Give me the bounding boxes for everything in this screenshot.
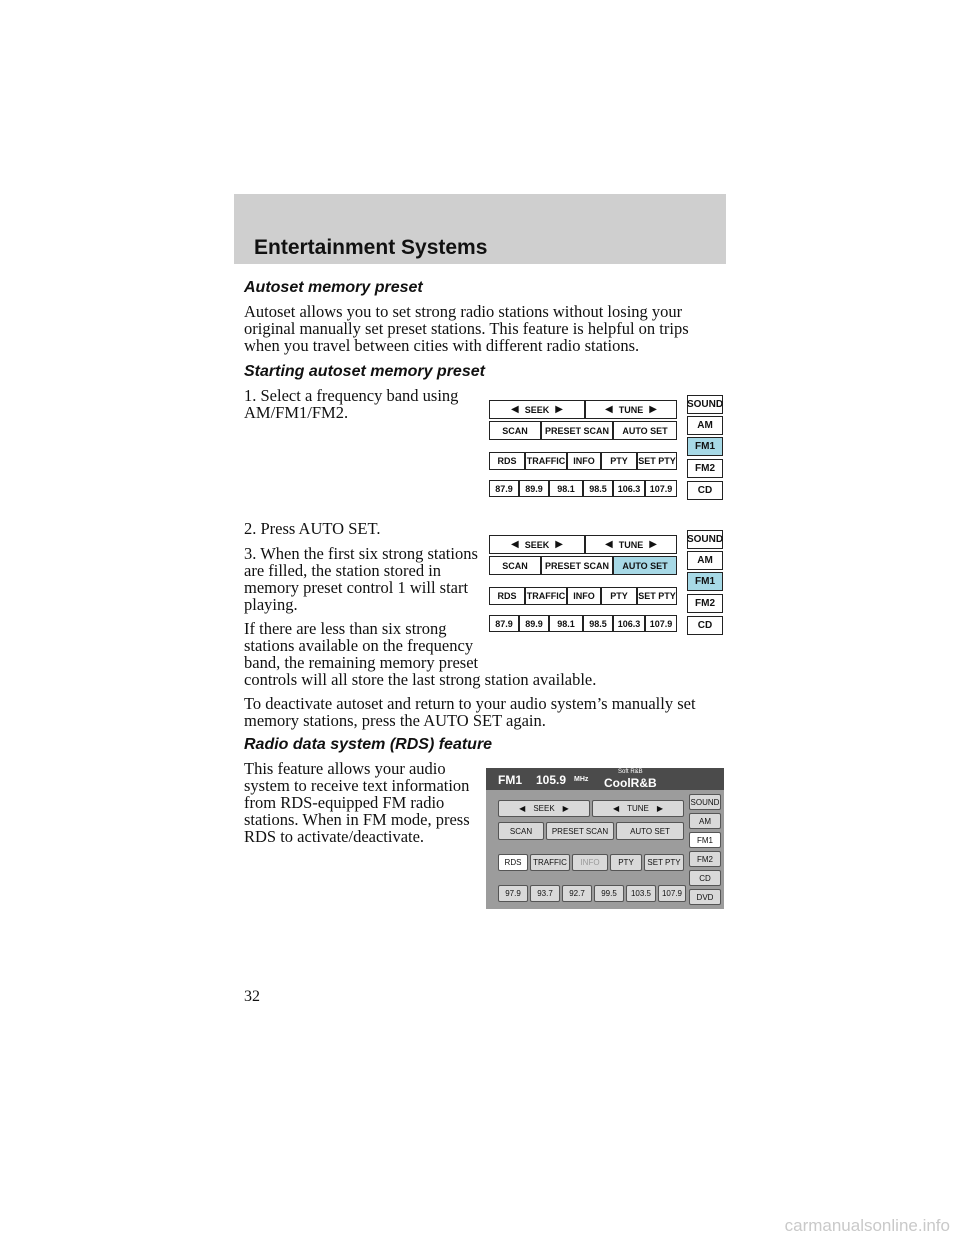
info-button[interactable]: INFO <box>567 452 601 470</box>
sound-button[interactable]: SOUND <box>687 530 723 549</box>
preset-2-button[interactable]: 93.7 <box>530 885 560 902</box>
cd-button[interactable]: CD <box>687 481 723 500</box>
step1-line-1: 1. Select a frequency band using <box>244 386 459 405</box>
tune-button[interactable]: ◀ TUNE ▶ <box>585 535 677 554</box>
fm1-button[interactable]: FM1 <box>689 832 721 848</box>
info-button[interactable]: INFO <box>572 854 608 871</box>
rds-line-4: stations. When in FM mode, press <box>244 810 470 829</box>
set-pty-button[interactable]: SET PTY <box>637 452 677 470</box>
fewer-line-1: If there are less than six strong <box>244 619 447 638</box>
preset-scan-button[interactable]: PRESET SCAN <box>541 556 613 575</box>
preset-3-button[interactable]: 98.1 <box>549 615 583 632</box>
step1-line-2: AM/FM1/FM2. <box>244 403 349 422</box>
scan-button[interactable]: SCAN <box>489 556 541 575</box>
radio-panel-diagram-1 <box>489 400 725 500</box>
am-button[interactable]: AM <box>689 813 721 829</box>
traffic-button[interactable]: TRAFFIC <box>530 854 570 871</box>
step2-text: 2. Press AUTO SET. <box>244 519 381 538</box>
scan-button[interactable]: SCAN <box>498 822 544 840</box>
preset-1-button[interactable]: 97.9 <box>498 885 528 902</box>
section-title: Entertainment Systems <box>254 236 488 259</box>
preset-2-button[interactable]: 89.9 <box>519 480 549 497</box>
rds-button[interactable]: RDS <box>498 854 528 871</box>
section-header-band <box>234 194 726 264</box>
fm2-button[interactable]: FM2 <box>689 851 721 867</box>
tune-right-arrow-icon: ▶ <box>649 539 657 550</box>
seek-left-arrow-icon: ◀ <box>511 404 519 415</box>
am-button[interactable]: AM <box>687 551 723 570</box>
fewer-line-4: controls will all store the last strong station available. <box>244 670 597 689</box>
seek-left-arrow-icon: ◀ <box>511 539 519 550</box>
preset-1-button[interactable]: 87.9 <box>489 480 519 497</box>
cd-button[interactable]: CD <box>689 870 721 886</box>
seek-button[interactable]: ◀ SEEK ▶ <box>489 400 585 419</box>
set-pty-button[interactable]: SET PTY <box>637 587 677 605</box>
preset-6-button[interactable]: 107.9 <box>645 480 677 497</box>
tune-left-arrow-icon: ◀ <box>605 539 613 550</box>
set-pty-button[interactable]: SET PTY <box>644 854 684 871</box>
step3-line-3: memory preset control 1 will start <box>244 578 469 597</box>
preset-6-button[interactable]: 107.9 <box>645 615 677 632</box>
info-button[interactable]: INFO <box>567 587 601 605</box>
preset-4-button[interactable]: 98.5 <box>583 480 613 497</box>
scan-button[interactable]: SCAN <box>489 421 541 440</box>
heading-starting-autoset: Starting autoset memory preset <box>244 363 485 380</box>
preset-1-button[interactable]: 87.9 <box>489 615 519 632</box>
screen-small-label: Soft R&B <box>618 769 643 775</box>
screen-unit: MHz <box>574 776 589 783</box>
autoset-line-3: when you travel between cities with different radio stations. <box>244 336 640 355</box>
tune-button[interactable]: ◀ TUNE ▶ <box>585 400 677 419</box>
step3-line-2: are filled, the station stored in <box>244 561 442 580</box>
fm2-button[interactable]: FM2 <box>687 459 723 478</box>
preset-5-button[interactable]: 106.3 <box>613 480 645 497</box>
screen-status-bar <box>486 768 724 790</box>
preset-5-button[interactable]: 103.5 <box>626 885 656 902</box>
tune-left-arrow-icon: ◀ <box>605 404 613 415</box>
rds-line-3: from RDS-equipped FM radio <box>244 793 445 812</box>
preset-scan-button[interactable]: PRESET SCAN <box>546 822 614 840</box>
rds-line-1: This feature allows your audio <box>244 759 446 778</box>
fm2-button[interactable]: FM2 <box>687 594 723 613</box>
step3-line-1: 3. When the first six strong stations <box>244 544 478 563</box>
page-number: 32 <box>244 988 260 1005</box>
seek-right-arrow-icon: ▶ <box>555 404 563 415</box>
heading-autoset: Autoset memory preset <box>244 279 423 296</box>
pty-button[interactable]: PTY <box>610 854 642 871</box>
traffic-button[interactable]: TRAFFIC <box>525 587 567 605</box>
am-button[interactable]: AM <box>687 416 723 435</box>
preset-3-button[interactable]: 92.7 <box>562 885 592 902</box>
preset-2-button[interactable]: 89.9 <box>519 615 549 632</box>
fewer-line-2: stations available on the frequency <box>244 636 474 655</box>
pty-button[interactable]: PTY <box>601 452 637 470</box>
auto-set-button[interactable]: AUTO SET <box>613 556 677 575</box>
rds-line-5: RDS to activate/deactivate. <box>244 827 425 846</box>
rds-button[interactable]: RDS <box>489 587 525 605</box>
deactivate-line-1: To deactivate autoset and return to your audio system’s manually set <box>244 694 696 713</box>
autoset-line-2: original manually set preset stations. This feature is helpful on trips <box>244 319 689 338</box>
pty-button[interactable]: PTY <box>601 587 637 605</box>
seek-button[interactable]: ◀ SEEK ▶ <box>498 800 590 817</box>
deactivate-line-2: memory stations, press the AUTO SET again. <box>244 711 546 730</box>
preset-4-button[interactable]: 98.5 <box>583 615 613 632</box>
preset-3-button[interactable]: 98.1 <box>549 480 583 497</box>
radio-panel-diagram-2 <box>489 535 725 635</box>
preset-5-button[interactable]: 106.3 <box>613 615 645 632</box>
auto-set-button[interactable]: AUTO SET <box>613 421 677 440</box>
autoset-line-1: Autoset allows you to set strong radio stations without losing your <box>244 302 683 321</box>
tune-right-arrow-icon: ▶ <box>649 404 657 415</box>
auto-set-button[interactable]: AUTO SET <box>616 822 684 840</box>
fewer-line-3: band, the remaining memory preset <box>244 653 479 672</box>
dvd-button[interactable]: DVD <box>689 889 721 905</box>
rds-screen-photo <box>486 768 724 909</box>
screen-band: FM1 <box>498 773 522 787</box>
seek-right-arrow-icon: ▶ <box>555 539 563 550</box>
sound-button[interactable]: SOUND <box>687 395 723 414</box>
sound-button[interactable]: SOUND <box>689 794 721 810</box>
fm1-button[interactable]: FM1 <box>687 437 723 456</box>
rds-line-2: system to receive text information <box>244 776 470 795</box>
preset-scan-button[interactable]: PRESET SCAN <box>541 421 613 440</box>
rds-button[interactable]: RDS <box>489 452 525 470</box>
screen-frequency: 105.9 <box>536 773 567 787</box>
step3-line-4: playing. <box>244 595 298 614</box>
traffic-button[interactable]: TRAFFIC <box>525 452 567 470</box>
heading-rds: Radio data system (RDS) feature <box>244 736 493 753</box>
fm1-button[interactable]: FM1 <box>687 572 723 591</box>
tune-button[interactable]: ◀ TUNE ▶ <box>592 800 684 817</box>
screen-station-name: CoolR&B <box>604 776 657 790</box>
preset-4-button[interactable]: 99.5 <box>594 885 624 902</box>
cd-button[interactable]: CD <box>687 616 723 635</box>
seek-button[interactable]: ◀ SEEK ▶ <box>489 535 585 554</box>
watermark: carmanualsonline.info <box>784 1216 950 1235</box>
preset-6-button[interactable]: 107.9 <box>658 885 686 902</box>
